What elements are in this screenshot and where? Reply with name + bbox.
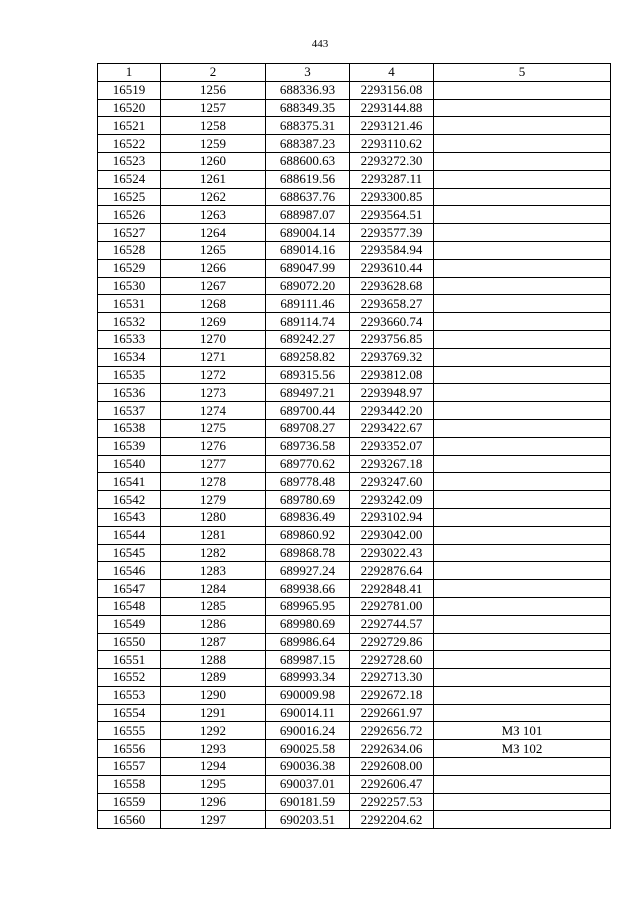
row-number-cell: 16541: [98, 473, 161, 491]
note-cell: [434, 775, 611, 793]
note-cell: [434, 277, 611, 295]
table-row: [98, 793, 611, 811]
table-row: [98, 758, 611, 776]
x-coordinate-cell: 689965.95: [266, 597, 350, 615]
x-coordinate-cell: 689497.21: [266, 384, 350, 402]
row-number-cell: 16551: [98, 651, 161, 669]
y-coordinate-cell: 2293756.85: [350, 330, 434, 348]
row-number-cell: 16530: [98, 277, 161, 295]
point-number-cell: 1289: [161, 669, 266, 687]
table-row: [98, 669, 611, 687]
point-number-cell: 1287: [161, 633, 266, 651]
point-number-cell: 1295: [161, 775, 266, 793]
point-number-cell: 1276: [161, 437, 266, 455]
table-row: [98, 615, 611, 633]
x-coordinate-cell: 688375.31: [266, 117, 350, 135]
table-row: [98, 152, 611, 170]
point-number-cell: 1259: [161, 135, 266, 153]
point-number-cell: 1260: [161, 152, 266, 170]
x-coordinate-cell: 689072.20: [266, 277, 350, 295]
y-coordinate-cell: 2292656.72: [350, 722, 434, 740]
row-number-cell: 16548: [98, 597, 161, 615]
x-coordinate-cell: 689778.48: [266, 473, 350, 491]
row-number-cell: 16558: [98, 775, 161, 793]
point-number-cell: 1283: [161, 562, 266, 580]
x-coordinate-cell: 689770.62: [266, 455, 350, 473]
note-cell: [434, 508, 611, 526]
note-cell: [434, 544, 611, 562]
y-coordinate-cell: 2293769.32: [350, 348, 434, 366]
row-number-cell: 16534: [98, 348, 161, 366]
y-coordinate-cell: 2293242.09: [350, 491, 434, 509]
y-coordinate-cell: 2293948.97: [350, 384, 434, 402]
note-cell: [434, 669, 611, 687]
row-number-cell: 16554: [98, 704, 161, 722]
x-coordinate-cell: 689258.82: [266, 348, 350, 366]
y-coordinate-cell: 2293042.00: [350, 526, 434, 544]
point-number-cell: 1257: [161, 99, 266, 117]
y-coordinate-cell: 2292606.47: [350, 775, 434, 793]
table-row: [98, 295, 611, 313]
table-row: [98, 491, 611, 509]
x-coordinate-cell: 689986.64: [266, 633, 350, 651]
y-coordinate-cell: 2293352.07: [350, 437, 434, 455]
x-coordinate-cell: 689993.34: [266, 669, 350, 687]
note-cell: [434, 419, 611, 437]
y-coordinate-cell: 2293110.62: [350, 135, 434, 153]
table-row: [98, 384, 611, 402]
table-row: [98, 259, 611, 277]
row-number-cell: 16523: [98, 152, 161, 170]
row-number-cell: 16528: [98, 241, 161, 259]
table-row: [98, 704, 611, 722]
point-number-cell: 1291: [161, 704, 266, 722]
point-number-cell: 1285: [161, 597, 266, 615]
x-coordinate-cell: 689927.24: [266, 562, 350, 580]
note-cell: [434, 437, 611, 455]
x-coordinate-cell: 688600.63: [266, 152, 350, 170]
x-coordinate-cell: 690203.51: [266, 811, 350, 829]
y-coordinate-cell: 2293422.67: [350, 419, 434, 437]
note-cell: [434, 384, 611, 402]
x-coordinate-cell: 688987.07: [266, 206, 350, 224]
table-row: [98, 206, 611, 224]
x-coordinate-cell: 689980.69: [266, 615, 350, 633]
point-number-cell: 1280: [161, 508, 266, 526]
row-number-cell: 16557: [98, 758, 161, 776]
x-coordinate-cell: 690181.59: [266, 793, 350, 811]
note-cell: [434, 188, 611, 206]
row-number-cell: 16527: [98, 224, 161, 242]
point-number-cell: 1273: [161, 384, 266, 402]
y-coordinate-cell: 2292728.60: [350, 651, 434, 669]
table-row: [98, 437, 611, 455]
row-number-cell: 16520: [98, 99, 161, 117]
x-coordinate-cell: 690009.98: [266, 686, 350, 704]
table-row: [98, 562, 611, 580]
point-number-cell: 1264: [161, 224, 266, 242]
table-row: [98, 722, 611, 740]
row-number-cell: 16553: [98, 686, 161, 704]
point-number-cell: 1297: [161, 811, 266, 829]
note-cell: [434, 81, 611, 99]
table-row: [98, 775, 611, 793]
note-cell: [434, 206, 611, 224]
y-coordinate-cell: 2292661.97: [350, 704, 434, 722]
point-number-cell: 1275: [161, 419, 266, 437]
row-number-cell: 16538: [98, 419, 161, 437]
y-coordinate-cell: 2292848.41: [350, 580, 434, 598]
note-cell: [434, 580, 611, 598]
point-number-cell: 1277: [161, 455, 266, 473]
row-number-cell: 16543: [98, 508, 161, 526]
table-row: [98, 740, 611, 758]
table-row: [98, 330, 611, 348]
table-body: [98, 81, 611, 828]
point-number-cell: 1263: [161, 206, 266, 224]
table-row: [98, 455, 611, 473]
note-cell: [434, 473, 611, 491]
x-coordinate-cell: 689708.27: [266, 419, 350, 437]
row-number-cell: 16526: [98, 206, 161, 224]
header-row: [98, 64, 611, 82]
x-coordinate-cell: 688336.93: [266, 81, 350, 99]
table-row: [98, 473, 611, 491]
row-number-cell: 16531: [98, 295, 161, 313]
note-cell: [434, 366, 611, 384]
note-cell: [434, 686, 611, 704]
x-coordinate-cell: 689111.46: [266, 295, 350, 313]
table-row: [98, 224, 611, 242]
note-cell: [434, 526, 611, 544]
x-coordinate-cell: 690036.38: [266, 758, 350, 776]
row-number-cell: 16540: [98, 455, 161, 473]
note-cell: [434, 330, 611, 348]
x-coordinate-cell: 689315.56: [266, 366, 350, 384]
x-coordinate-cell: 689114.74: [266, 313, 350, 331]
x-coordinate-cell: 689780.69: [266, 491, 350, 509]
row-number-cell: 16556: [98, 740, 161, 758]
table-row: [98, 651, 611, 669]
x-coordinate-cell: 689047.99: [266, 259, 350, 277]
y-coordinate-cell: 2292672.18: [350, 686, 434, 704]
row-number-cell: 16521: [98, 117, 161, 135]
note-cell: [434, 259, 611, 277]
y-coordinate-cell: 2293442.20: [350, 402, 434, 420]
y-coordinate-cell: 2292713.30: [350, 669, 434, 687]
note-cell: [434, 117, 611, 135]
note-cell: [434, 224, 611, 242]
y-coordinate-cell: 2293287.11: [350, 170, 434, 188]
x-coordinate-cell: 689004.14: [266, 224, 350, 242]
point-number-cell: 1258: [161, 117, 266, 135]
table-row: [98, 526, 611, 544]
column-header-3: 3: [266, 64, 350, 82]
row-number-cell: 16547: [98, 580, 161, 598]
table-row: [98, 419, 611, 437]
table-row: [98, 811, 611, 829]
y-coordinate-cell: 2293564.51: [350, 206, 434, 224]
point-number-cell: 1288: [161, 651, 266, 669]
note-cell: [434, 704, 611, 722]
table-row: [98, 117, 611, 135]
x-coordinate-cell: 688637.76: [266, 188, 350, 206]
y-coordinate-cell: 2293144.88: [350, 99, 434, 117]
note-cell: [434, 811, 611, 829]
table-row: [98, 686, 611, 704]
point-number-cell: 1290: [161, 686, 266, 704]
point-number-cell: 1282: [161, 544, 266, 562]
x-coordinate-cell: 689987.15: [266, 651, 350, 669]
x-coordinate-cell: 690037.01: [266, 775, 350, 793]
y-coordinate-cell: 2292204.62: [350, 811, 434, 829]
x-coordinate-cell: 689836.49: [266, 508, 350, 526]
x-coordinate-cell: 688349.35: [266, 99, 350, 117]
x-coordinate-cell: 690014.11: [266, 704, 350, 722]
note-cell: [434, 615, 611, 633]
table-row: [98, 99, 611, 117]
table-row: [98, 277, 611, 295]
note-cell: МЗ 102: [434, 740, 611, 758]
x-coordinate-cell: 690016.24: [266, 722, 350, 740]
row-number-cell: 16524: [98, 170, 161, 188]
table-row: [98, 580, 611, 598]
point-number-cell: 1294: [161, 758, 266, 776]
point-number-cell: 1271: [161, 348, 266, 366]
x-coordinate-cell: 689938.66: [266, 580, 350, 598]
table-row: [98, 170, 611, 188]
point-number-cell: 1293: [161, 740, 266, 758]
y-coordinate-cell: 2293658.27: [350, 295, 434, 313]
y-coordinate-cell: 2292781.00: [350, 597, 434, 615]
y-coordinate-cell: 2293812.08: [350, 366, 434, 384]
y-coordinate-cell: 2292729.86: [350, 633, 434, 651]
point-number-cell: 1279: [161, 491, 266, 509]
point-number-cell: 1268: [161, 295, 266, 313]
note-cell: МЗ 101: [434, 722, 611, 740]
row-number-cell: 16545: [98, 544, 161, 562]
row-number-cell: 16560: [98, 811, 161, 829]
y-coordinate-cell: 2293121.46: [350, 117, 434, 135]
y-coordinate-cell: 2293022.43: [350, 544, 434, 562]
table-row: [98, 633, 611, 651]
y-coordinate-cell: 2293628.68: [350, 277, 434, 295]
point-number-cell: 1261: [161, 170, 266, 188]
note-cell: [434, 170, 611, 188]
note-cell: [434, 793, 611, 811]
note-cell: [434, 455, 611, 473]
column-header-1: 1: [98, 64, 161, 82]
note-cell: [434, 402, 611, 420]
table-row: [98, 348, 611, 366]
note-cell: [434, 758, 611, 776]
point-number-cell: 1292: [161, 722, 266, 740]
row-number-cell: 16544: [98, 526, 161, 544]
note-cell: [434, 99, 611, 117]
note-cell: [434, 348, 611, 366]
table-row: [98, 188, 611, 206]
row-number-cell: 16539: [98, 437, 161, 455]
x-coordinate-cell: 689868.78: [266, 544, 350, 562]
table-row: [98, 241, 611, 259]
page-number: 443: [311, 38, 329, 50]
note-cell: [434, 651, 611, 669]
y-coordinate-cell: 2292257.53: [350, 793, 434, 811]
table-row: [98, 313, 611, 331]
point-number-cell: 1267: [161, 277, 266, 295]
row-number-cell: 16546: [98, 562, 161, 580]
row-number-cell: 16555: [98, 722, 161, 740]
table-row: [98, 81, 611, 99]
y-coordinate-cell: 2293584.94: [350, 241, 434, 259]
y-coordinate-cell: 2292744.57: [350, 615, 434, 633]
coordinates-table: [97, 63, 611, 829]
point-number-cell: 1269: [161, 313, 266, 331]
note-cell: [434, 135, 611, 153]
point-number-cell: 1265: [161, 241, 266, 259]
row-number-cell: 16549: [98, 615, 161, 633]
table-row: [98, 508, 611, 526]
point-number-cell: 1274: [161, 402, 266, 420]
row-number-cell: 16535: [98, 366, 161, 384]
x-coordinate-cell: 689014.16: [266, 241, 350, 259]
table-header: [98, 64, 611, 82]
table-row: [98, 366, 611, 384]
y-coordinate-cell: 2293660.74: [350, 313, 434, 331]
point-number-cell: 1296: [161, 793, 266, 811]
point-number-cell: 1286: [161, 615, 266, 633]
y-coordinate-cell: 2292634.06: [350, 740, 434, 758]
y-coordinate-cell: 2293272.30: [350, 152, 434, 170]
x-coordinate-cell: 689860.92: [266, 526, 350, 544]
point-number-cell: 1278: [161, 473, 266, 491]
y-coordinate-cell: 2293102.94: [350, 508, 434, 526]
point-number-cell: 1284: [161, 580, 266, 598]
row-number-cell: 16559: [98, 793, 161, 811]
y-coordinate-cell: 2293156.08: [350, 81, 434, 99]
x-coordinate-cell: 689242.27: [266, 330, 350, 348]
y-coordinate-cell: 2292608.00: [350, 758, 434, 776]
row-number-cell: 16542: [98, 491, 161, 509]
x-coordinate-cell: 688619.56: [266, 170, 350, 188]
point-number-cell: 1256: [161, 81, 266, 99]
point-number-cell: 1262: [161, 188, 266, 206]
row-number-cell: 16519: [98, 81, 161, 99]
row-number-cell: 16550: [98, 633, 161, 651]
note-cell: [434, 152, 611, 170]
point-number-cell: 1281: [161, 526, 266, 544]
note-cell: [434, 295, 611, 313]
row-number-cell: 16552: [98, 669, 161, 687]
x-coordinate-cell: 688387.23: [266, 135, 350, 153]
row-number-cell: 16529: [98, 259, 161, 277]
point-number-cell: 1272: [161, 366, 266, 384]
column-header-2: 2: [161, 64, 266, 82]
point-number-cell: 1270: [161, 330, 266, 348]
note-cell: [434, 313, 611, 331]
note-cell: [434, 562, 611, 580]
note-cell: [434, 491, 611, 509]
row-number-cell: 16525: [98, 188, 161, 206]
row-number-cell: 16537: [98, 402, 161, 420]
x-coordinate-cell: 689736.58: [266, 437, 350, 455]
y-coordinate-cell: 2293300.85: [350, 188, 434, 206]
x-coordinate-cell: 689700.44: [266, 402, 350, 420]
table-row: [98, 135, 611, 153]
y-coordinate-cell: 2293610.44: [350, 259, 434, 277]
y-coordinate-cell: 2292876.64: [350, 562, 434, 580]
y-coordinate-cell: 2293267.18: [350, 455, 434, 473]
note-cell: [434, 597, 611, 615]
y-coordinate-cell: 2293247.60: [350, 473, 434, 491]
note-cell: [434, 633, 611, 651]
point-number-cell: 1266: [161, 259, 266, 277]
y-coordinate-cell: 2293577.39: [350, 224, 434, 242]
row-number-cell: 16533: [98, 330, 161, 348]
table-row: [98, 402, 611, 420]
column-header-5: 5: [434, 64, 611, 82]
row-number-cell: 16522: [98, 135, 161, 153]
x-coordinate-cell: 690025.58: [266, 740, 350, 758]
note-cell: [434, 241, 611, 259]
column-header-4: 4: [350, 64, 434, 82]
row-number-cell: 16536: [98, 384, 161, 402]
table-row: [98, 544, 611, 562]
row-number-cell: 16532: [98, 313, 161, 331]
table-row: [98, 597, 611, 615]
